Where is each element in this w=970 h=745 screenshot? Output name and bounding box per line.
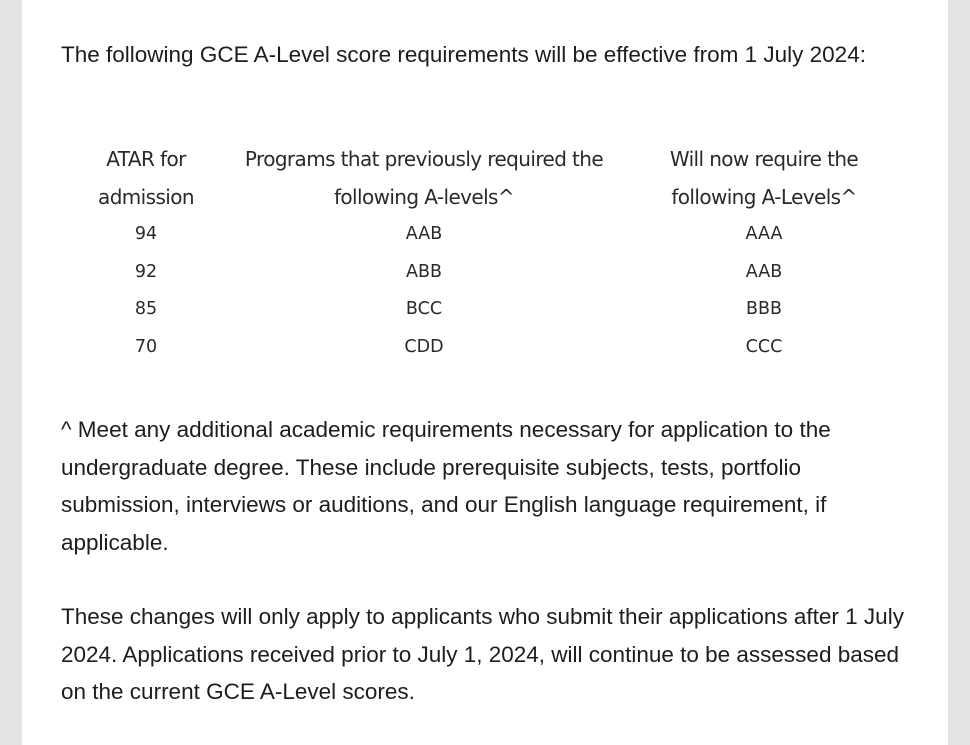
cell-previous: ABB [406,261,442,282]
cell-previous: BCC [405,299,443,319]
table-row [77,291,895,329]
score-requirements-table [77,141,895,366]
table-header-row [77,141,895,216]
footnote-paragraph: ^ Meet any additional academic requirements necessary for application to the undergraduate degree. These include prerequisite subjects, tests, portfolio submission, interviews or auditions, and our English language requirement, if applicable. [61,417,831,555]
cell-atar: 94 [134,224,158,244]
intro-paragraph: The following GCE A-Level score requirements will be effective from 1 July 2024: [61,42,866,67]
header-previous: Programs that previously required the following A-levels^ [244,147,604,209]
cell-now: CCC [745,336,783,357]
cell-previous: AAB [405,224,443,244]
cell-now: AAA [745,224,783,244]
cell-atar: 70 [134,336,158,357]
table-row [77,329,895,367]
closing-paragraph: These changes will only apply to applicants who submit their applications after 1 July 2024. Applications received prior to July 1, 2024, will continue to be assessed based on the current GCE A-Level scores. [61,604,904,704]
cell-atar: 92 [134,261,158,282]
header-now: Will now require the following A-Levels^ [669,147,859,209]
cell-now: AAB [745,261,783,282]
cell-previous: CDD [404,336,444,357]
table-row [77,254,895,292]
cell-now: BBB [745,299,783,319]
table-row [77,216,895,254]
header-atar: ATAR for admission [98,147,194,209]
document-page [22,0,948,745]
cell-atar: 85 [134,299,158,319]
